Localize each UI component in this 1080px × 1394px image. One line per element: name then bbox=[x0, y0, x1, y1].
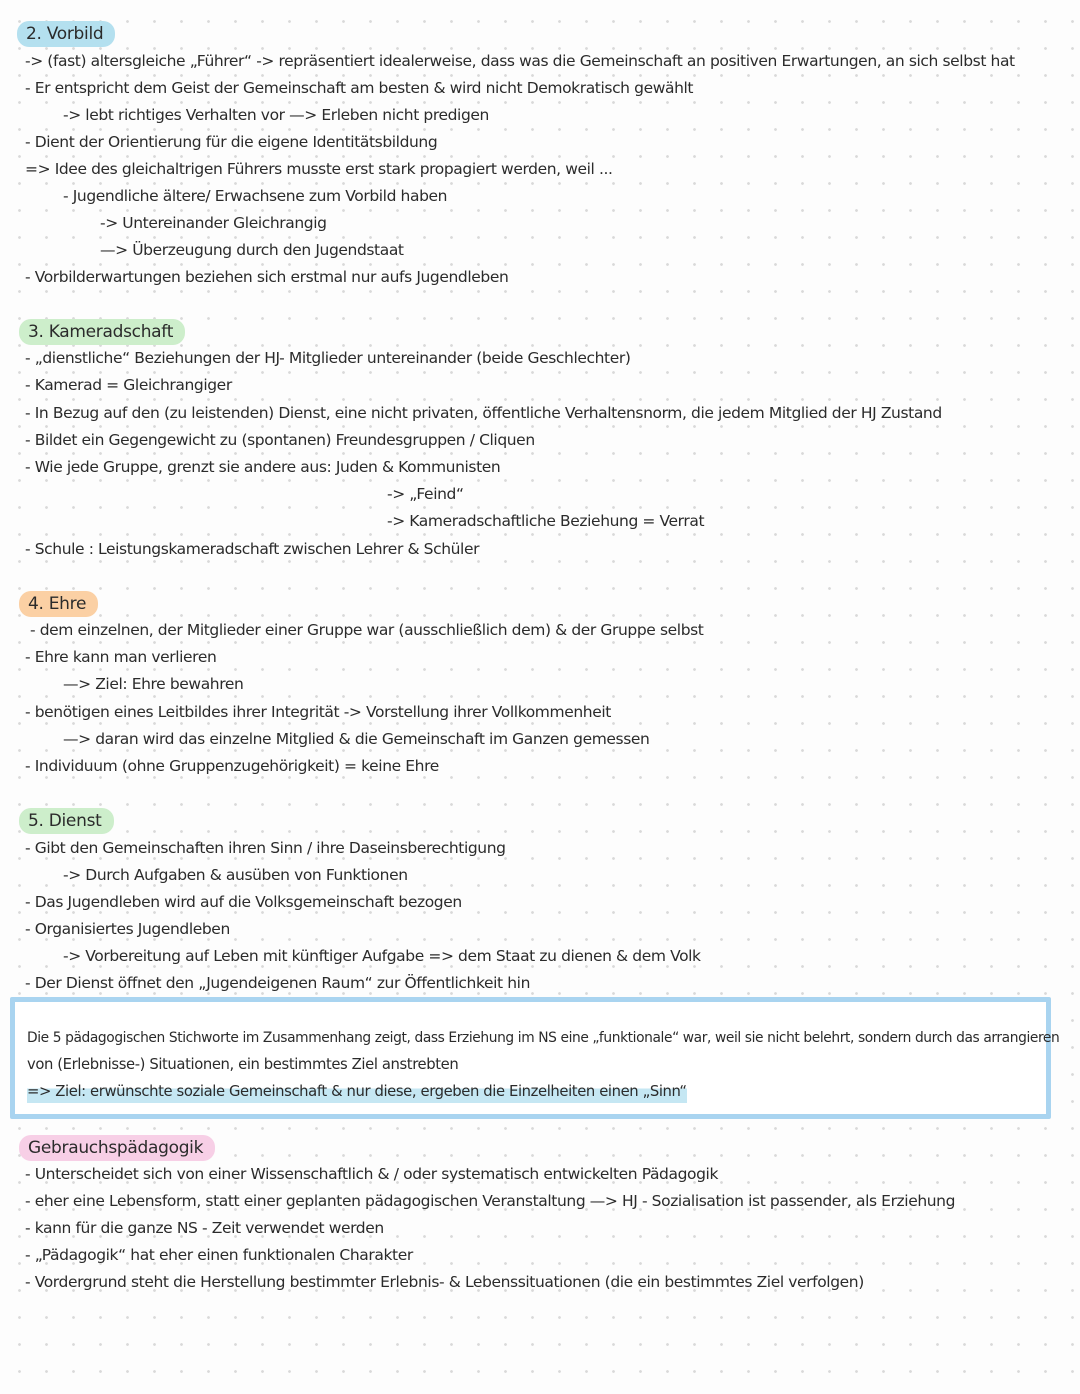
heading-vorbild: 2. Vorbild bbox=[17, 21, 115, 47]
gebrauch-line-1: - Unterscheidet sich von einer Wissenschaftlich & / oder systematisch entwickelten Pädagogik bbox=[25, 1165, 719, 1183]
kameradschaft-line-7: -> Kameradschaftliche Beziehung = Verrat bbox=[387, 512, 705, 530]
ehre-line-6: - Individuum (ohne Gruppenzugehörigkeit) = keine Ehre bbox=[25, 757, 439, 775]
vorbild-line-5: => Idee des gleichaltrigen Führers musste erst stark propagiert werden, weil ... bbox=[25, 160, 613, 178]
heading-ehre: 4. Ehre bbox=[19, 591, 98, 617]
vorbild-line-2: - Er entspricht dem Geist der Gemeinschaft am besten & wird nicht Demokratisch gewählt bbox=[25, 79, 694, 97]
kameradschaft-line-5: - Wie jede Gruppe, grenzt sie andere aus: Juden & Kommunisten bbox=[25, 458, 501, 476]
heading-kameradschaft: 3. Kameradschaft bbox=[19, 319, 185, 345]
vorbild-line-6: - Jugendliche ältere/ Erwachsene zum Vorbild haben bbox=[63, 187, 448, 205]
ehre-line-1: - dem einzelnen, der Mitglieder einer Gruppe war (ausschließlich dem) & der Gruppe selbst bbox=[30, 621, 704, 639]
ehre-line-5: —> daran wird das einzelne Mitglied & die Gemeinschaft im Ganzen gemessen bbox=[63, 730, 650, 748]
summary-line-1: Die 5 pädagogischen Stichworte im Zusammenhang zeigt, dass Erziehung im NS eine „funktionale“ war, weil sie nicht belehrt, sondern durch das arrangieren bbox=[27, 1030, 1060, 1046]
kameradschaft-line-2: - Kamerad = Gleichrangiger bbox=[25, 376, 232, 394]
summary-line-3: => Ziel: erwünschte soziale Gemeinschaft & nur diese, ergeben die Einzelheiten einen „Sinn“ bbox=[27, 1081, 687, 1103]
kameradschaft-line-4: - Bildet ein Gegengewicht zu (spontanen) Freundesgruppen / Cliquen bbox=[25, 431, 535, 449]
dienst-line-3: - Das Jugendleben wird auf die Volksgemeinschaft bezogen bbox=[25, 893, 462, 911]
vorbild-line-4: - Dient der Orientierung für die eigene Identitätsbildung bbox=[25, 133, 438, 151]
kameradschaft-line-1: - „dienstliche“ Beziehungen der HJ- Mitglieder untereinander (beide Geschlechter) bbox=[25, 349, 631, 367]
gebrauch-line-3: - kann für die ganze NS - Zeit verwendet werden bbox=[25, 1219, 384, 1237]
gebrauch-line-4: - „Pädagogik“ hat eher einen funktionalen Charakter bbox=[25, 1246, 413, 1264]
dienst-line-4: - Organisiertes Jugendleben bbox=[25, 920, 230, 938]
vorbild-line-8: —> Überzeugung durch den Jugendstaat bbox=[100, 241, 404, 259]
vorbild-line-7: -> Untereinander Gleichrangig bbox=[100, 214, 327, 232]
vorbild-line-1: -> (fast) altersgleiche „Führer“ -> repräsentiert idealerweise, dass was die Gemeinschaft an positiven Erwartungen, an sich selbst hat bbox=[25, 52, 1015, 70]
kameradschaft-line-3: - In Bezug auf den (zu leistenden) Dienst, eine nicht privaten, öffentliche Verhaltensnorm, die jedem Mitglied der HJ Zustand bbox=[25, 404, 942, 422]
dienst-line-5: -> Vorbereitung auf Leben mit künftiger Aufgabe => dem Staat zu dienen & dem Volk bbox=[63, 947, 701, 965]
dienst-line-2: -> Durch Aufgaben & ausüben von Funktionen bbox=[63, 866, 408, 884]
vorbild-line-3: -> lebt richtiges Verhalten vor —> Erleben nicht predigen bbox=[63, 106, 489, 124]
gebrauch-line-2: - eher eine Lebensform, statt einer geplanten pädagogischen Veranstaltung —> HJ - Sozialisation ist passender, als Erziehung bbox=[25, 1192, 956, 1210]
ehre-line-2: - Ehre kann man verlieren bbox=[25, 648, 217, 666]
dienst-line-6: - Der Dienst öffnet den „Jugendeigenen Raum“ zur Öffentlichkeit hin bbox=[25, 974, 531, 992]
dienst-line-1: - Gibt den Gemeinschaften ihren Sinn / ihre Daseinsberechtigung bbox=[25, 839, 506, 857]
heading-gebrauchspaedagogik: Gebrauchspädagogik bbox=[19, 1135, 215, 1161]
kameradschaft-line-8: - Schule : Leistungskameradschaft zwischen Lehrer & Schüler bbox=[25, 540, 480, 558]
ehre-line-4: - benötigen eines Leitbildes ihrer Integrität -> Vorstellung ihrer Vollkommenheit bbox=[25, 703, 611, 721]
ehre-line-3: —> Ziel: Ehre bewahren bbox=[63, 675, 244, 693]
summary-line-2: von (Erlebnisse-) Situationen, ein bestimmtes Ziel anstrebten bbox=[27, 1056, 459, 1073]
heading-dienst: 5. Dienst bbox=[19, 808, 114, 834]
vorbild-line-9: - Vorbilderwartungen beziehen sich erstmal nur aufs Jugendleben bbox=[25, 268, 509, 286]
gebrauch-line-5: - Vordergrund steht die Herstellung bestimmter Erlebnis- & Lebenssituationen (die ein bestimmtes Ziel verfolgen) bbox=[25, 1273, 864, 1291]
kameradschaft-line-6: -> „Feind“ bbox=[387, 485, 464, 503]
